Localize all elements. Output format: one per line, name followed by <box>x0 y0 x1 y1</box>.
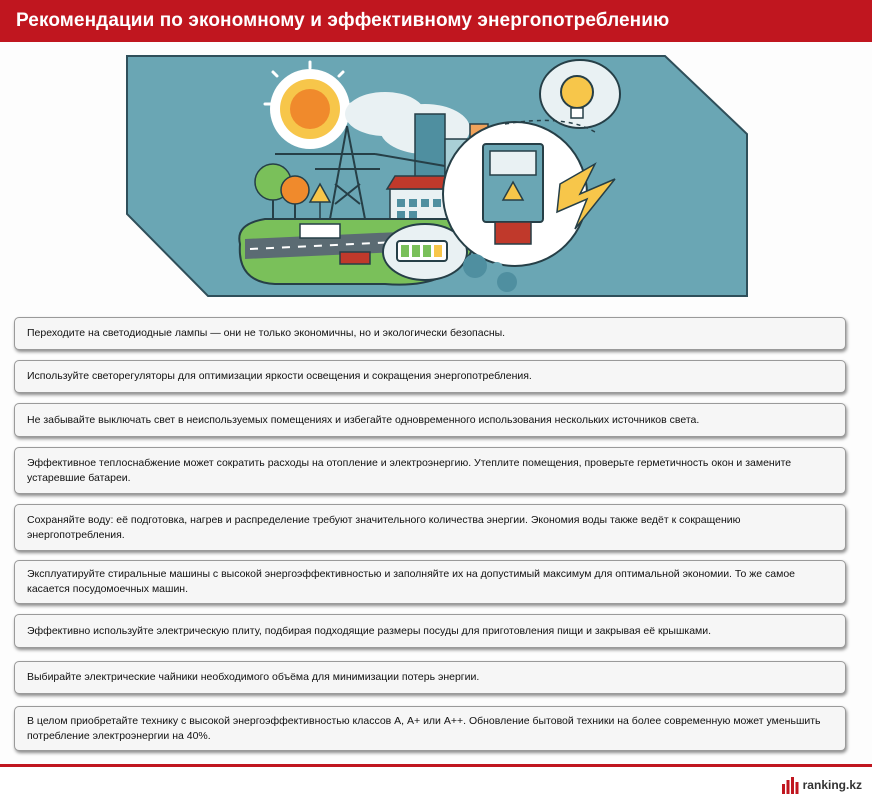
tip-text-6: Эксплуатируйте стиральные машины с высокой энергоэффективностью и заполняйте их на допустимый максимум для оптимальной экономии. То же самое касается посудомоечных машин. <box>27 568 796 595</box>
footer-divider <box>0 764 872 767</box>
tip-text-3: Не забывайте выключать свет в неиспользуемых помещениях и избегайте одновременного использования нескольких источников света. <box>27 413 700 426</box>
tip-text-5: Сохраняйте воду: её подготовка, нагрев и распределение требуют значительного количества энергии. Экономия воды также ведёт к сокращению энергопотребления. <box>27 513 741 541</box>
brand-name: ranking.kz <box>802 778 862 792</box>
tip-item-3 <box>14 403 846 437</box>
energy-city-illustration <box>125 54 750 298</box>
header-bar <box>0 0 872 42</box>
tip-text-8: Выбирайте электрические чайники необходимого объёма для минимизации потерь энергии. <box>27 671 480 683</box>
brand-logo[interactable] <box>781 775 862 795</box>
tip-item-6 <box>14 560 846 604</box>
page-title: Рекомендации по экономному и эффективному энергопотреблению <box>16 10 670 31</box>
tip-item-7 <box>14 614 846 648</box>
tip-item-5 <box>14 504 846 551</box>
tip-text-9: В целом приобретайте технику с высокой энергоэффективностью классов А, А+ или А++. Обновление бытовой техники на более современную может уменьшить потребление электроэнергии на 40%. <box>27 714 821 742</box>
tip-item-9 <box>14 706 846 751</box>
tip-text-7: Эффективно используйте электрическую плиту, подбирая подходящие размеры посуды для приготовления пищи и закрывая её крышками. <box>27 624 712 637</box>
tip-item-4 <box>14 447 846 494</box>
ranking-bars-logo-icon <box>781 776 799 794</box>
tip-item-2 <box>14 360 846 393</box>
tip-item-1 <box>14 317 846 350</box>
tip-item-8 <box>14 661 846 694</box>
content-area <box>0 42 872 764</box>
tip-text-1: Переходите на светодиодные лампы — они не только экономичны, но и экологически безопасны. <box>27 327 506 339</box>
tip-text-4: Эффективное теплоснабжение может сократить расходы на отопление и электроэнергию. Утеплите помещения, проверьте герметичность окон и замените устаревшие батареи. <box>27 456 792 484</box>
tip-text-2: Используйте светорегуляторы для оптимизации яркости освещения и сокращения энергопотребления. <box>27 370 532 382</box>
